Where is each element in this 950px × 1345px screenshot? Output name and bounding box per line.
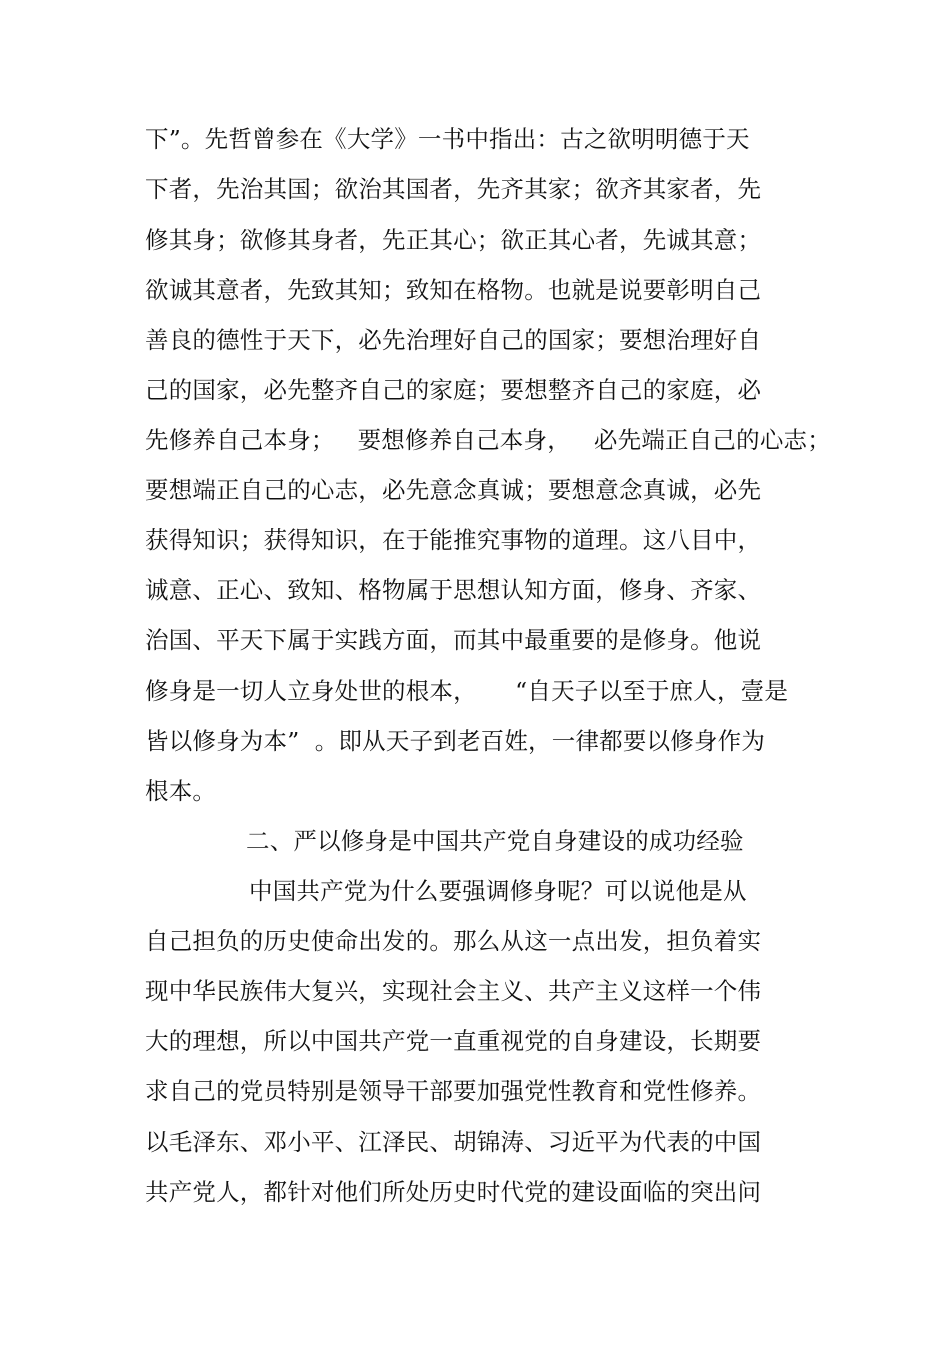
text-line: 自己担负的历史使命出发的。那么从这一点出发，担负着实 bbox=[145, 927, 762, 955]
paragraph-first-line: 中国共产党为什么要强调修身呢？可以说他是从 bbox=[249, 877, 747, 905]
text-line: 求自己的党员特别是领导干部要加强党性教育和党性修养。 bbox=[145, 1077, 762, 1105]
text-line: 根本。 bbox=[145, 777, 217, 805]
text-line: 共产党人，都针对他们所处历史时代党的建设面临的突出问 bbox=[145, 1178, 762, 1206]
text-line: 皆以修身为本” 。即从天子到老百姓，一律都要以修身作为 bbox=[145, 727, 766, 755]
text-line: 己的国家，必先整齐自己的家庭；要想整齐自己的家庭，必 bbox=[145, 376, 762, 404]
text-line: 修身是一切人立身处世的根本， “自天子以至于庶人，壹是 bbox=[145, 677, 789, 705]
text-line: 获得知识；获得知识，在于能推究事物的道理。这八目中， bbox=[145, 526, 762, 554]
text-line: 修其身；欲修其身者，先正其心；欲正其心者，先诚其意； bbox=[145, 226, 762, 254]
text-line: 诚意、正心、致知、格物属于思想认知方面，修身、齐家、 bbox=[145, 576, 762, 604]
text-line: 下”。先哲曾参在《大学》一书中指出：古之欲明明德于天 bbox=[145, 125, 750, 153]
text-line: 以毛泽东、邓小平、江泽民、胡锦涛、习近平为代表的中国 bbox=[145, 1128, 762, 1156]
text-line: 治国、平天下属于实践方面，而其中最重要的是修身。他说 bbox=[145, 626, 762, 654]
text-line: 现中华民族伟大复兴，实现社会主义、共产主义这样一个伟 bbox=[145, 977, 762, 1005]
text-line: 大的理想，所以中国共产党一直重视党的自身建设，长期要 bbox=[145, 1027, 762, 1055]
section-heading: 二、严以修身是中国共产党自身建设的成功经验 bbox=[246, 827, 744, 855]
text-line: 要想端正自己的心志，必先意念真诚；要想意念真诚，必先 bbox=[145, 476, 762, 504]
text-line: 先修养自己本身； 要想修养自己本身， 必先端正自己的心志； bbox=[145, 426, 831, 454]
text-line: 欲诚其意者，先致其知；致知在格物。也就是说要彰明自己 bbox=[145, 276, 762, 304]
text-line: 善良的德性于天下，必先治理好自己的国家；要想治理好自 bbox=[145, 326, 762, 354]
text-line: 下者，先治其国；欲治其国者，先齐其家；欲齐其家者，先 bbox=[145, 175, 762, 203]
